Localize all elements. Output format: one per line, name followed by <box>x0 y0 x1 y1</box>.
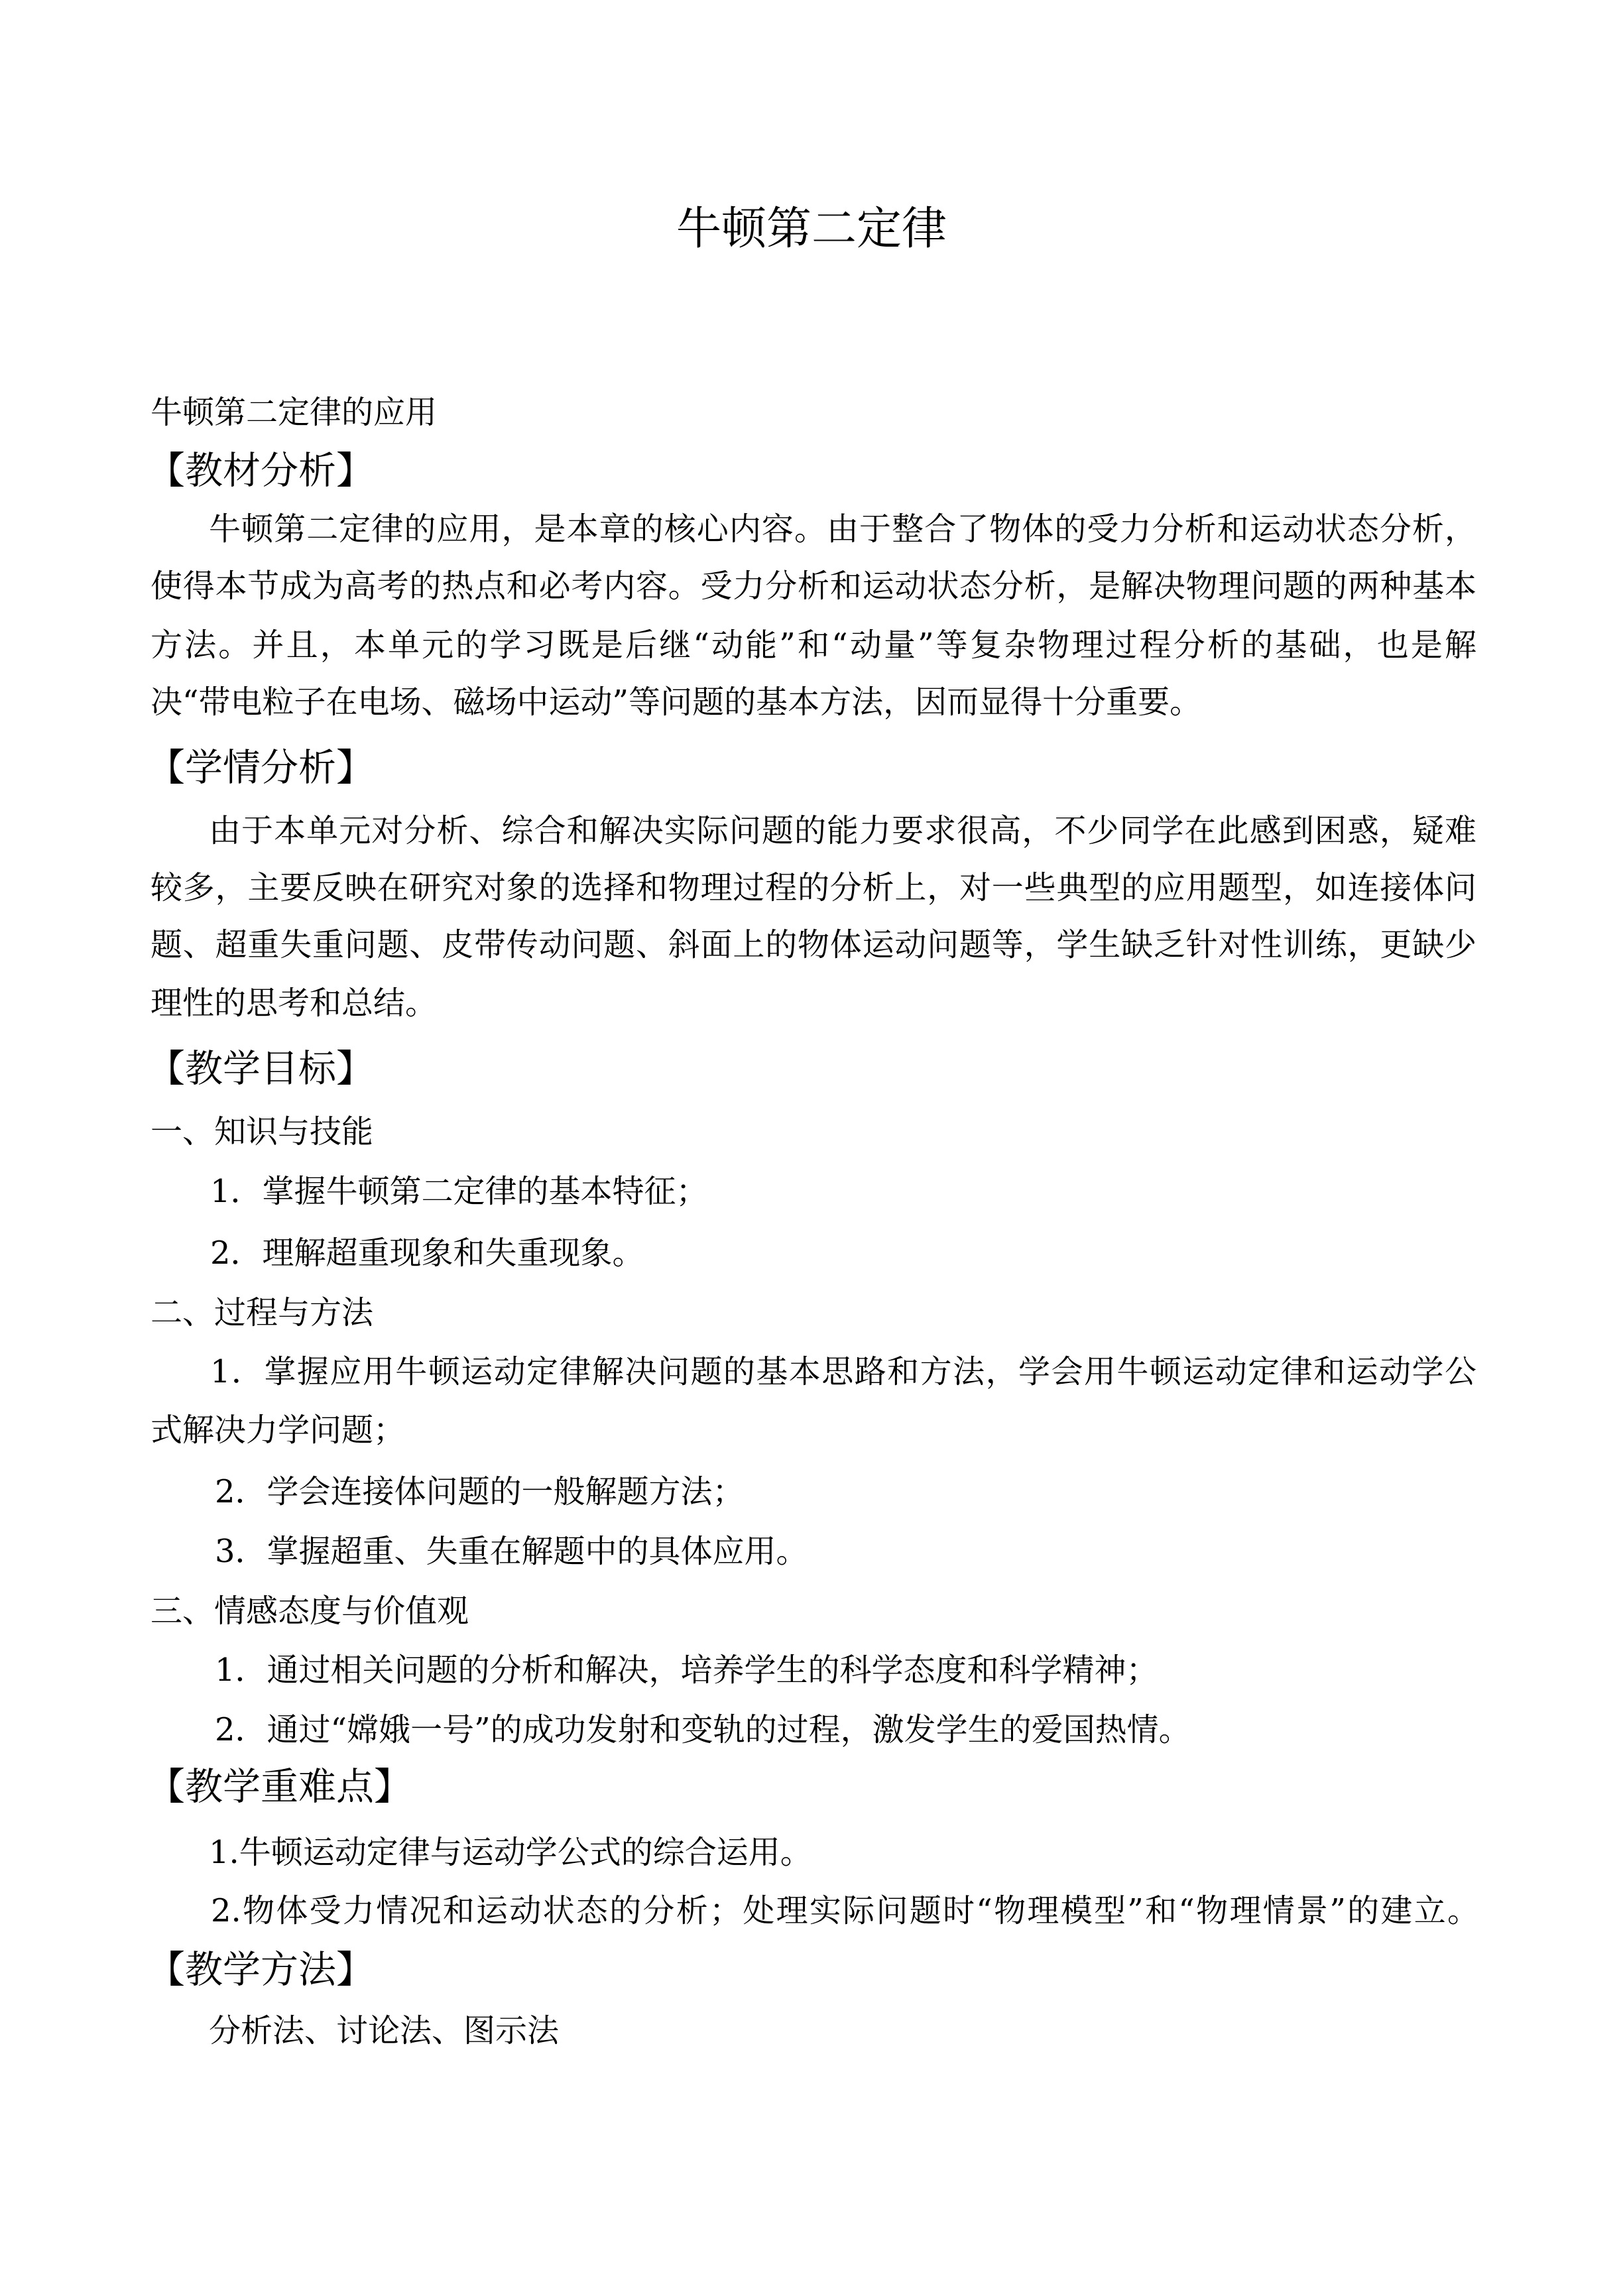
section-heading-methods: 【教学方法】 <box>147 1948 374 1992</box>
objective-item: 2．通过“嫦娥一号”的成功发射和变轨的过程，激发学生的爱国热情。 <box>215 1711 1191 1748</box>
paragraph-line: 使得本节成为高考的热点和必考内容。受力分析和运动状态分析，是解决物理问题的两种基本 <box>150 568 1476 605</box>
paragraph-line: 牛顿第二定律的应用，是本章的核心内容。由于整合了物体的受力分析和运动状态分析， <box>209 511 1476 548</box>
paragraph-line: 较多，主要反映在研究对象的选择和物理过程的分析上，对一些典型的应用题型，如连接体问 <box>150 869 1476 906</box>
document-subtitle: 牛顿第二定律的应用 <box>150 394 438 431</box>
paragraph-line: 决“带电粒子在电场、磁场中运动”等问题的基本方法，因而显得十分重要。 <box>150 684 1202 721</box>
paragraph-line: 由于本单元对分析、综合和解决实际问题的能力要求很高，不少同学在此感到困惑，疑难 <box>209 812 1476 849</box>
paragraph-line: 理性的思考和总结。 <box>150 985 438 1022</box>
subsection-heading-process: 二、过程与方法 <box>150 1294 374 1331</box>
objective-item: 3．掌握超重、失重在解题中的具体应用。 <box>215 1533 808 1570</box>
section-heading-textbook-analysis: 【教材分析】 <box>147 449 374 493</box>
section-heading-student-analysis: 【学情分析】 <box>147 746 374 790</box>
document-title: 牛顿第二定律 <box>676 203 947 255</box>
objective-item: 2．学会连接体问题的一般解题方法； <box>215 1473 745 1510</box>
section-heading-key-points: 【教学重难点】 <box>147 1765 412 1809</box>
paragraph-line: 题、超重失重问题、皮带传动问题、斜面上的物体运动问题等，学生缺乏针对性训练，更缺少 <box>150 926 1476 963</box>
paragraph-line: 方法。并且，本单元的学习既是后继“动能”和“动量”等复杂物理过程分析的基础，也是解 <box>150 627 1476 664</box>
objective-item: 1．通过相关问题的分析和解决，培养学生的科学态度和科学精神； <box>215 1652 1158 1689</box>
objective-item: 1．掌握应用牛顿运动定律解决问题的基本思路和方法，学会用牛顿运动定律和运动学公 <box>210 1353 1476 1390</box>
methods-text: 分析法、讨论法、图示法 <box>209 2012 560 2049</box>
objective-item: 2．理解超重现象和失重现象。 <box>210 1235 644 1272</box>
subsection-heading-knowledge: 一、知识与技能 <box>150 1113 374 1150</box>
subsection-heading-emotion: 三、情感态度与价值观 <box>150 1593 469 1630</box>
section-heading-objectives: 【教学目标】 <box>147 1047 374 1091</box>
key-point-item: 2.物体受力情况和运动状态的分析；处理实际问题时“物理模型”和“物理情景”的建立。 <box>211 1892 1479 1929</box>
objective-item: 1．掌握牛顿第二定律的基本特征； <box>210 1173 708 1210</box>
objective-item-continuation: 式解决力学问题； <box>150 1412 406 1449</box>
key-point-item: 1.牛顿运动定律与运动学公式的综合运用。 <box>209 1834 812 1871</box>
